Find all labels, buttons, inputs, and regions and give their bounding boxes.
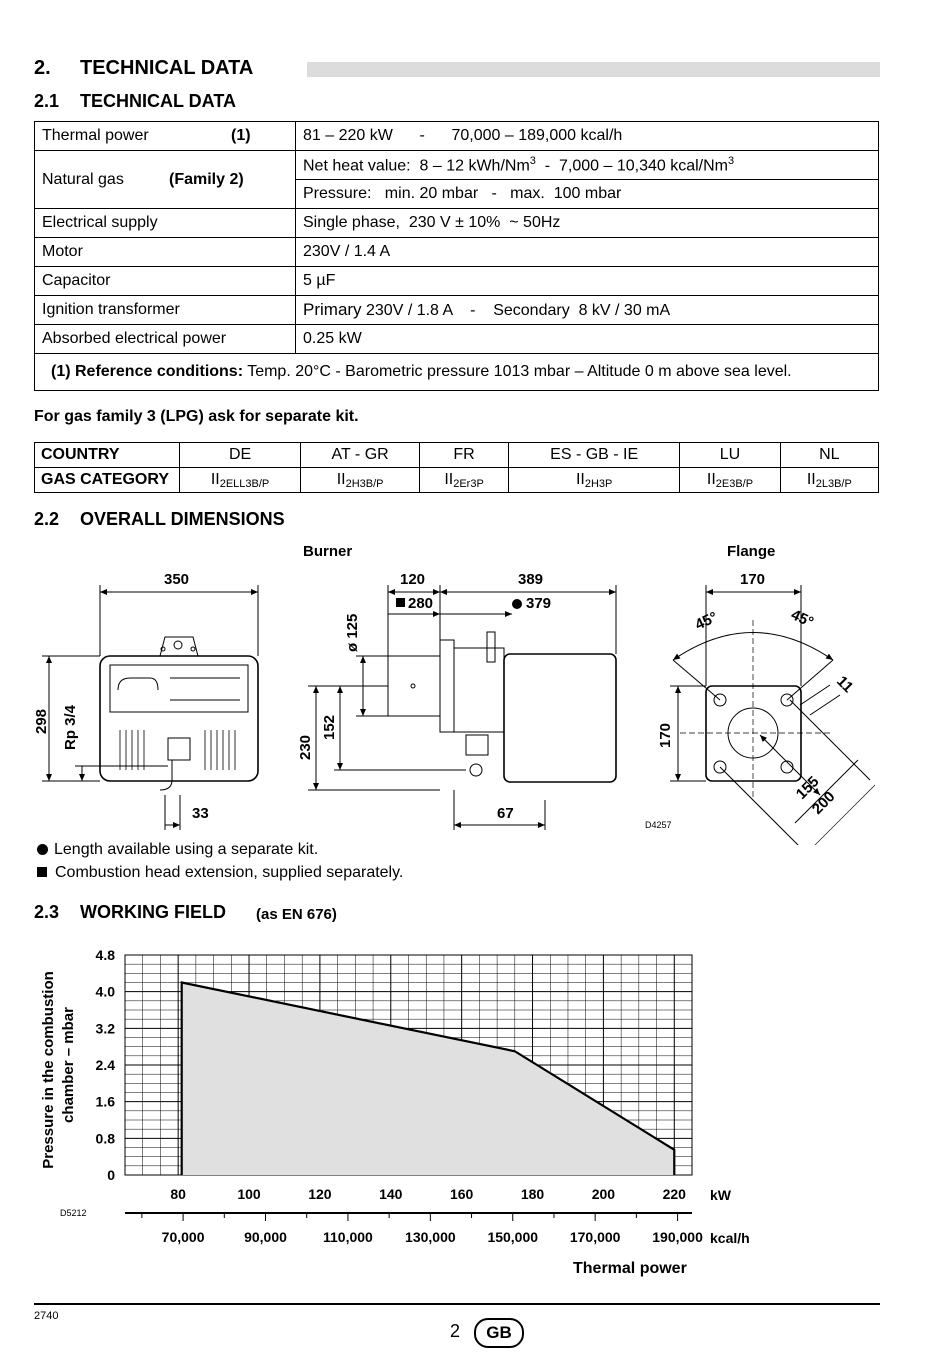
page-number: 2	[450, 1321, 461, 1341]
ignition-value-text: 230V / 1.8 A - Secondary 8 kV / 30 mA	[361, 302, 671, 319]
valve	[466, 735, 488, 755]
y-tick-labels	[96, 947, 116, 1183]
section-number: 2.	[34, 57, 51, 79]
x-tick-labels	[170, 1186, 686, 1202]
country-cell: FR	[420, 443, 509, 468]
kcal-tick-label: 170,000	[569, 1229, 621, 1245]
ignition-value	[296, 296, 879, 325]
burner-side-slot	[170, 678, 240, 700]
dim-flange-170-v: 170	[657, 722, 674, 748]
x-tick-label: 140	[379, 1186, 403, 1202]
subsection-title: OVERALL DIMENSIONS	[80, 509, 285, 529]
y-axis-title-line2: chamber – mbar	[60, 1007, 77, 1123]
natural-gas-label: Natural gas	[42, 170, 124, 188]
motor-housing	[504, 654, 616, 782]
x-tick-label: 160	[449, 1186, 474, 1202]
motor-label: Motor	[35, 238, 296, 267]
burner-side-body	[100, 656, 258, 781]
burner-label: Burner	[303, 543, 353, 560]
pressure-value: Pressure: min. 20 mbar - max. 100 mbar	[296, 180, 879, 209]
category-cell	[180, 468, 301, 493]
table-row	[35, 209, 879, 238]
flange-plate	[440, 640, 454, 732]
chart-code: D5212	[60, 1208, 87, 1218]
dim-280: 280	[408, 595, 434, 612]
category-cell	[301, 468, 420, 493]
ignition-primary: Primary	[303, 300, 362, 319]
bolt-hole-icon	[781, 761, 793, 773]
dim-45-left: 45°	[692, 608, 721, 634]
motor-value: 230V / 1.4 A	[296, 238, 879, 267]
burner-side-grille	[120, 730, 235, 770]
section-title: TECHNICAL DATA	[80, 57, 254, 79]
square-bullet-icon	[37, 867, 47, 877]
dim-230: 230	[297, 734, 314, 760]
reference-label: (1) Reference conditions:	[51, 363, 244, 380]
burner-side-panel	[110, 665, 248, 712]
dim-11: 11	[833, 672, 857, 697]
square-marker-icon	[396, 598, 405, 607]
housing-front	[454, 648, 504, 732]
dim-rp: Rp 3/4	[62, 704, 79, 750]
y-tick-label: 2.4	[95, 1057, 115, 1073]
electrical-supply-value: Single phase, 230 V ± 10% ~ 50Hz	[296, 209, 879, 238]
category-cell	[780, 468, 878, 493]
subsection-number: 2.3	[34, 902, 60, 922]
dim-33: 33	[192, 805, 209, 822]
gas-category-table	[34, 442, 879, 493]
x-axis-title: Thermal power	[573, 1260, 687, 1277]
dimensions-drawing	[0, 535, 950, 845]
thermal-power-value: 81 – 220 kW - 70,000 – 189,000 kcal/h	[296, 122, 879, 151]
category-sub: 2H3B/P	[345, 477, 384, 490]
legend-circle	[37, 841, 318, 859]
dim-350: 350	[164, 571, 190, 588]
capacitor-value: 5 µF	[296, 267, 879, 296]
subsection-title: TECHNICAL DATA	[80, 91, 236, 111]
footer-rule	[34, 1303, 880, 1305]
category-prefix: II	[444, 470, 454, 488]
table-row	[35, 151, 879, 180]
electrical-supply-label: Electrical supply	[35, 209, 296, 238]
dim-45-right: 45°	[788, 606, 817, 632]
net-heat-text: Net heat value: 8 – 12 kWh/Nm	[303, 157, 530, 175]
y-tick-label: 1.6	[95, 1093, 115, 1110]
thermal-power-label: Thermal power	[42, 127, 149, 144]
blast-tube	[388, 656, 440, 716]
country-cell: ES - GB - IE	[509, 443, 680, 468]
circle-marker-icon	[512, 599, 522, 609]
kcal-tick-label: 150,000	[487, 1229, 539, 1245]
category-prefix: II	[336, 470, 346, 488]
category-sub: 2L3B/P	[815, 477, 852, 490]
table-row	[35, 443, 879, 468]
reference-value: Temp. 20°C - Barometric pressure 1013 mbar – Altitude 0 m above sea level.	[247, 363, 792, 380]
x-unit: kW	[710, 1187, 731, 1203]
country-label: COUNTRY	[35, 443, 180, 468]
y-tick-label: 0.8	[95, 1130, 115, 1147]
country-cell: AT - GR	[301, 443, 420, 468]
x-tick-label: 80	[170, 1186, 186, 1202]
language-badge: GB	[474, 1318, 524, 1348]
kcal-tick-label: 90,000	[244, 1229, 287, 1245]
net-heat-sup-2: 3	[728, 154, 735, 167]
screw-icon	[191, 647, 195, 651]
dim-67: 67	[497, 805, 514, 822]
y-tick-label: 4.8	[95, 947, 115, 963]
net-heat-sup: 3	[529, 154, 536, 167]
category-cell	[509, 468, 680, 493]
legend-square-text: Combustion head extension, supplied separately.	[55, 864, 404, 881]
category-sub: 2ELL3B/P	[219, 477, 270, 490]
subsection-title: WORKING FIELD	[80, 902, 226, 922]
dim-152: 152	[321, 714, 338, 740]
gas-connection	[168, 738, 190, 760]
heading-bar	[307, 62, 880, 77]
table-row	[35, 122, 879, 151]
burner-side-curve	[118, 678, 158, 690]
technical-data-table	[34, 121, 879, 391]
kcal-tick-label: 70,000	[161, 1229, 205, 1245]
capacitor-label: Capacitor	[35, 267, 296, 296]
table-row	[35, 468, 879, 493]
x-tick-label: 100	[237, 1186, 261, 1202]
footer-code: 2740	[34, 1310, 59, 1322]
circle-bullet-icon	[37, 844, 48, 855]
sight-hole	[411, 684, 415, 688]
dim-200: 200	[808, 788, 839, 818]
table-row	[35, 267, 879, 296]
gas-category-label: GAS CATEGORY	[35, 468, 180, 493]
working-field-chart	[0, 940, 950, 1285]
subsection-suffix: (as EN 676)	[256, 906, 337, 923]
kcal-tick-label: 110,000	[323, 1229, 373, 1245]
legend-circle-text: Length available using a separate kit.	[54, 841, 319, 858]
working-field-area	[182, 983, 675, 1176]
y-tick-label: 4.0	[95, 983, 115, 1000]
y-tick-label: 0	[107, 1167, 115, 1183]
category-prefix: II	[210, 470, 220, 488]
category-prefix: II	[575, 470, 585, 488]
burner-side-hole	[174, 641, 182, 649]
category-prefix: II	[706, 470, 716, 488]
x2-unit: kcal/h	[710, 1230, 750, 1246]
reference-conditions	[35, 354, 879, 391]
dim-155: 155	[792, 773, 823, 803]
kcal-tick-label: 130,000	[405, 1229, 456, 1245]
category-sub: 2H3P	[584, 477, 613, 490]
x-tick-label: 200	[591, 1186, 616, 1202]
kcal-axis	[125, 1213, 703, 1245]
category-cell	[680, 468, 780, 493]
x-tick-label: 180	[520, 1186, 545, 1202]
table-row	[35, 325, 879, 354]
country-cell: LU	[680, 443, 780, 468]
drawing-code: D4257	[645, 820, 672, 830]
table-row	[35, 354, 879, 391]
country-cell: DE	[180, 443, 301, 468]
dim-125: ø 125	[344, 613, 361, 652]
valve-connector	[470, 764, 482, 776]
subsection-number: 2.1	[34, 91, 60, 111]
net-heat-value	[296, 151, 879, 180]
burner-side-top	[160, 637, 198, 656]
gas-pipe	[160, 760, 172, 790]
absorbed-power-label: Absorbed electrical power	[35, 325, 296, 354]
subsection-number: 2.2	[34, 509, 60, 529]
dim-flange-170: 170	[740, 571, 766, 588]
kcal-tick-label: 190,000	[652, 1229, 703, 1245]
flange-label: Flange	[727, 543, 776, 560]
y-tick-label: 3.2	[95, 1020, 115, 1037]
net-heat-text-2: - 7,000 – 10,340 kcal/Nm	[535, 157, 729, 175]
dim-298: 298	[33, 708, 50, 734]
category-sub: 2E3B/P	[715, 477, 754, 490]
y-axis-title-line1: Pressure in the combustion	[40, 971, 57, 1169]
country-cell: NL	[780, 443, 878, 468]
dim-389: 389	[518, 571, 544, 588]
category-prefix: II	[806, 470, 816, 488]
lpg-note: For gas family 3 (LPG) ask for separate kit.	[34, 408, 359, 425]
dim-120: 120	[400, 571, 426, 588]
table-row	[35, 296, 879, 325]
thermal-power-note: (1)	[231, 127, 251, 144]
category-cell	[420, 468, 509, 493]
absorbed-power-value: 0.25 kW	[296, 325, 879, 354]
ignition-label: Ignition transformer	[35, 296, 296, 325]
x-tick-label: 120	[308, 1186, 332, 1202]
legend-square	[37, 864, 403, 882]
category-sub: 2Er3P	[453, 477, 484, 490]
gas-family-label: (Family 2)	[169, 170, 244, 188]
x-tick-label: 220	[662, 1186, 686, 1202]
top-bracket	[487, 632, 495, 662]
table-row	[35, 238, 879, 267]
dim-379: 379	[526, 595, 552, 612]
